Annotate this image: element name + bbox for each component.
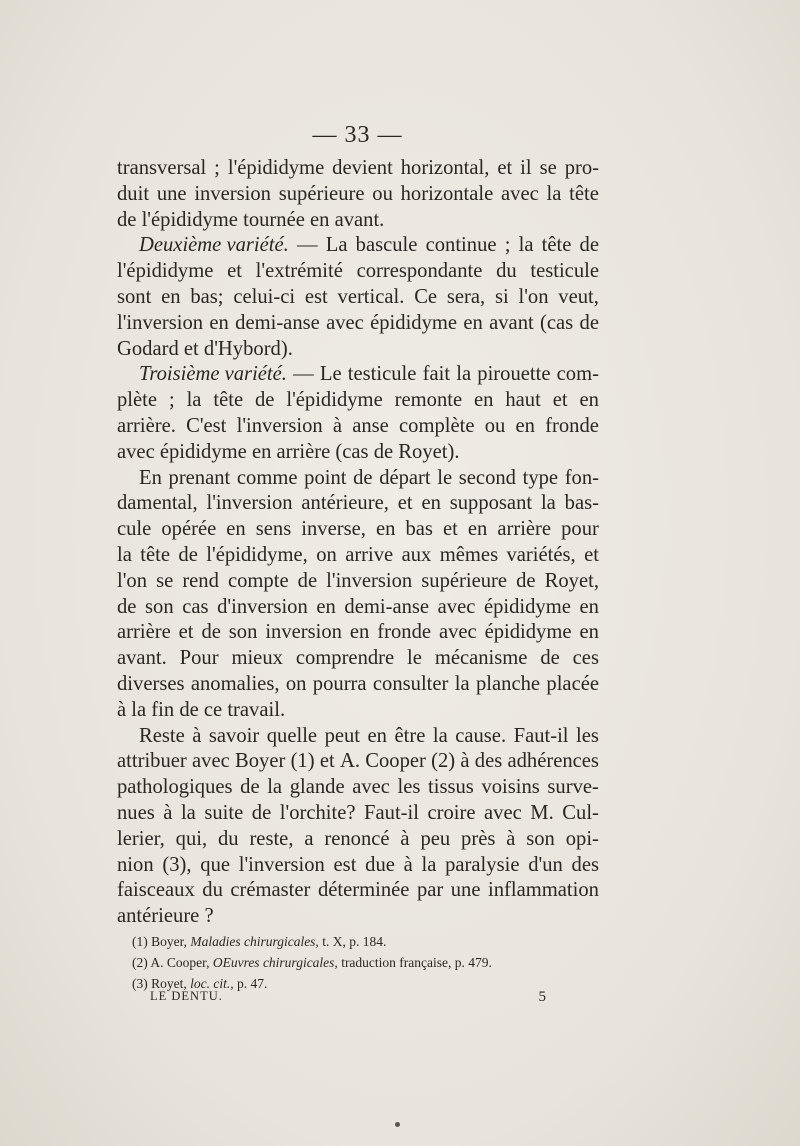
line-text: Godard et d'Hybord). — [117, 337, 293, 360]
footnote: (1) Boyer, Maladies chirurgicales, t. X, p. 184. — [132, 934, 387, 949]
text-line — [117, 698, 599, 724]
text-line: lerier, qui, du reste, a renoncé à peu près à son opi- — [117, 827, 599, 850]
text-line: nues à la suite de l'orchite? Faut-il croire avec M. Cul- — [117, 801, 599, 824]
text-line: la tête de l'épididyme, on arrive aux mêmes variétés, et — [117, 543, 599, 566]
text-line: avant. Pour mieux comprendre le mécanisme de ces — [117, 647, 599, 670]
text-line: sont en bas; celui-ci est vertical. Ce sera, si l'on veut, — [117, 285, 599, 308]
body-text — [117, 156, 599, 930]
text-line: faisceaux du crémaster déterminée par une inflammation — [117, 879, 599, 902]
text-line: nion (3), que l'inversion est due à la paralysie d'un des — [117, 853, 599, 876]
text-line: cule opérée en sens inverse, en bas et en arrière pour — [117, 518, 599, 541]
page-number: — 33 — — [312, 122, 403, 148]
text-line: de son cas d'inversion en demi-anse avec épididyme en — [117, 595, 599, 618]
line-text: antérieure ? — [117, 905, 214, 928]
text-line: plète ; la tête de l'épididyme remonte en haut et en — [117, 389, 599, 412]
signature-sheet-number: 5 — [538, 989, 546, 1005]
text-line: attribuer avec Boyer (1) et A. Cooper (2) à des adhérences — [117, 750, 599, 773]
text-line — [117, 337, 599, 363]
text-line: Reste à savoir quelle peut en être la cause. Faut-il les — [139, 724, 599, 747]
text-line: l'inversion en demi-anse avec épididyme en avant (cas de — [117, 311, 599, 334]
text-line: arrière et de son inversion en fronde avec épididyme en — [117, 621, 599, 644]
text-line: En prenant comme point de départ le second type fon- — [139, 466, 599, 489]
text-line — [117, 904, 599, 930]
variety-heading: Deuxième variété. — [139, 234, 289, 257]
signature-author: LE DENTU. — [150, 989, 223, 1003]
footnotes — [132, 931, 592, 994]
text-line: Troisième variété. — Le testicule fait la pirouette com- — [117, 362, 599, 388]
text-line: l'on se rend compte de l'inversion supérieure de Royet, — [117, 569, 599, 592]
footnote: (2) A. Cooper, OEuvres chirurgicales, traduction française, p. 479. — [132, 955, 492, 970]
line-text: de l'épididyme tournée en avant. — [117, 208, 385, 231]
printer-signature — [150, 989, 546, 1006]
line-text: avec épididyme en arrière (cas de Royet). — [117, 440, 460, 463]
text-line: transversal ; l'épididyme devient horizontal, et il se pro- — [117, 157, 599, 179]
text-line: duit une inversion supérieure ou horizontale avec la tête — [117, 182, 599, 205]
variety-heading: Troisième variété. — [139, 363, 287, 386]
text-line: damental, l'inversion antérieure, et en supposant la bas- — [117, 492, 599, 515]
text-line — [117, 208, 599, 234]
text-line: diverses anomalies, on pourra consulter la planche placée — [117, 672, 599, 695]
text-line: pathologiques de la glande avec les tissus voisins surve- — [117, 776, 599, 799]
text-line: l'épididyme et l'extrémité correspondante du testicule — [117, 260, 599, 283]
text-line: arrière. C'est l'inversion à anse complète ou en fronde — [117, 414, 599, 437]
page-mark — [395, 1122, 400, 1127]
text-line — [117, 440, 599, 466]
footnote: (3) Royet, loc. cit., p. 47. — [132, 976, 268, 991]
text-line: Deuxième variété. — La bascule continue ; la tête de — [117, 233, 599, 259]
line-text: à la fin de ce travail. — [117, 698, 286, 721]
